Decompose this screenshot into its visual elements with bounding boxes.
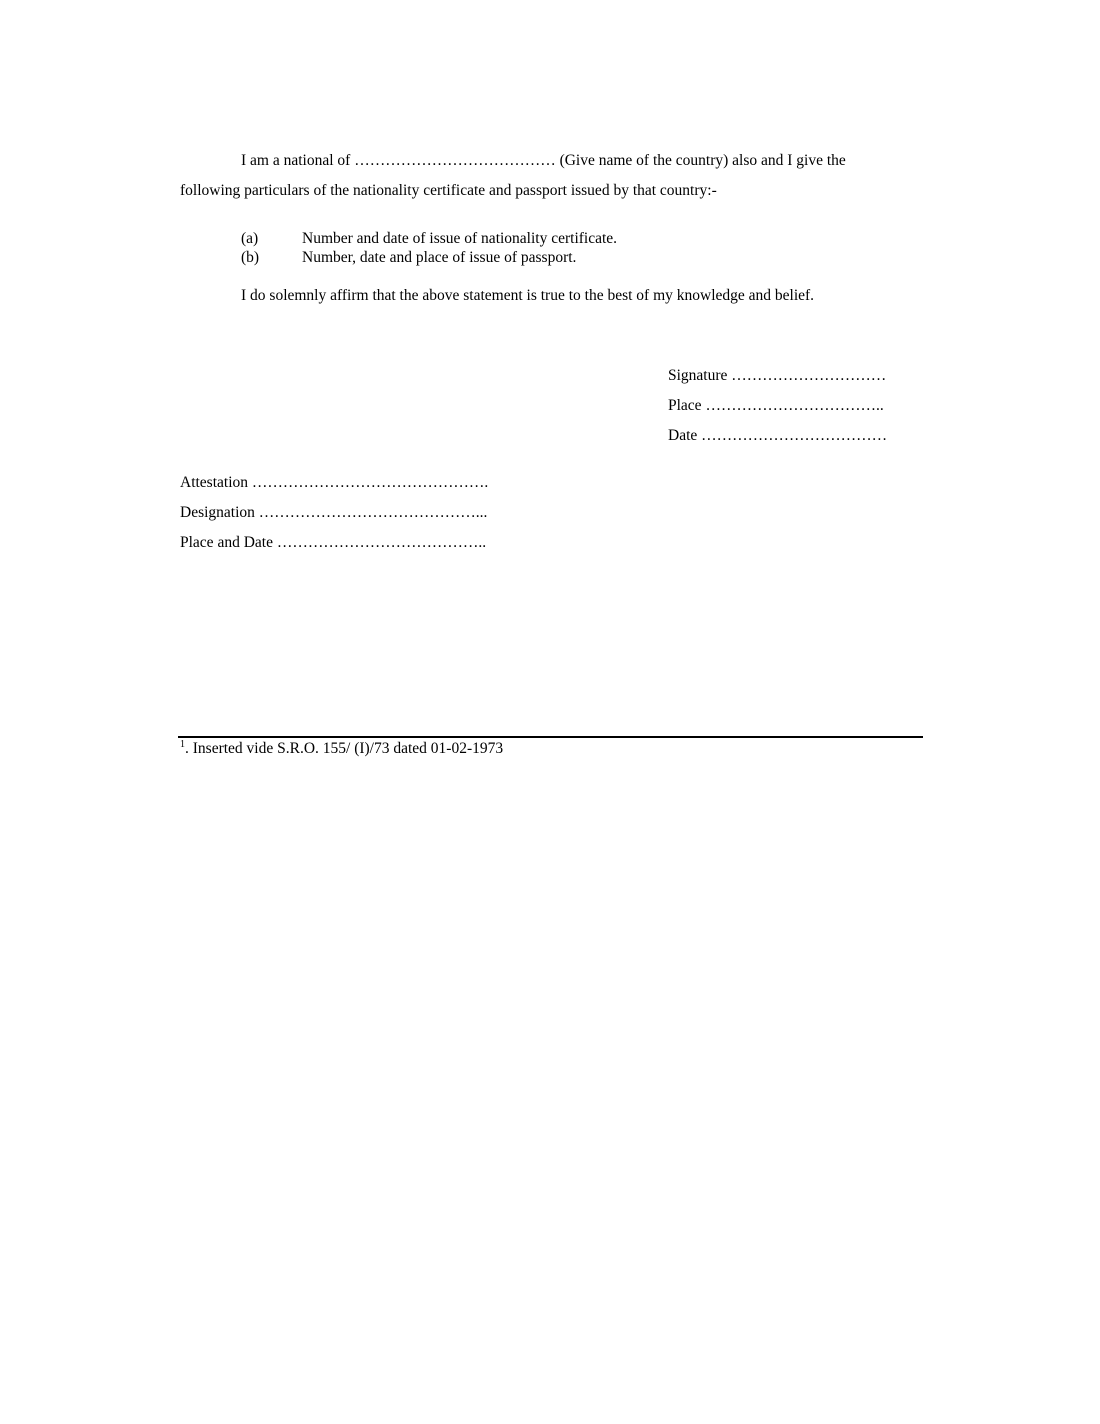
list-item-text: Number and date of issue of nationality certificate.: [302, 230, 618, 247]
declaration-line-1: [180, 146, 905, 176]
list-item-text: Number, date and place of issue of passport.: [302, 249, 577, 266]
footnote-text: . Inserted vide S.R.O. 155/ (I)/73 dated 01-02-1973: [185, 740, 504, 757]
place-field: Place ……………………………..: [668, 397, 884, 414]
list-item-marker: (b): [241, 249, 260, 266]
signature-field: Signature …………………………: [668, 367, 887, 384]
date-field: Date ………………………………: [668, 427, 888, 444]
footnote-divider: [178, 736, 923, 738]
declaration-line-1-text: I am a national of ………………………………… (Give name of the country) also and I give the: [241, 152, 846, 169]
affirmation-text: I do solemnly affirm that the above statement is true to the best of my knowledge and belief.: [241, 287, 815, 304]
particulars-list: [241, 229, 617, 267]
attestation-field: Attestation ……………………………………….: [180, 474, 489, 491]
attestation-block: [180, 468, 488, 558]
signature-block: [668, 361, 887, 451]
declaration-line-2: following particulars of the nationality certificate and passport issued by that country:-: [180, 182, 717, 199]
list-item-marker: (a): [241, 230, 259, 247]
designation-field: Designation ……………………………………...: [180, 504, 488, 521]
declaration-paragraph: [180, 146, 905, 206]
list-item: [241, 229, 617, 248]
footnote-number: 1: [180, 739, 185, 750]
footnote: [180, 739, 503, 759]
list-item: [241, 248, 617, 267]
place-and-date-field: Place and Date …………………………………..: [180, 534, 487, 551]
